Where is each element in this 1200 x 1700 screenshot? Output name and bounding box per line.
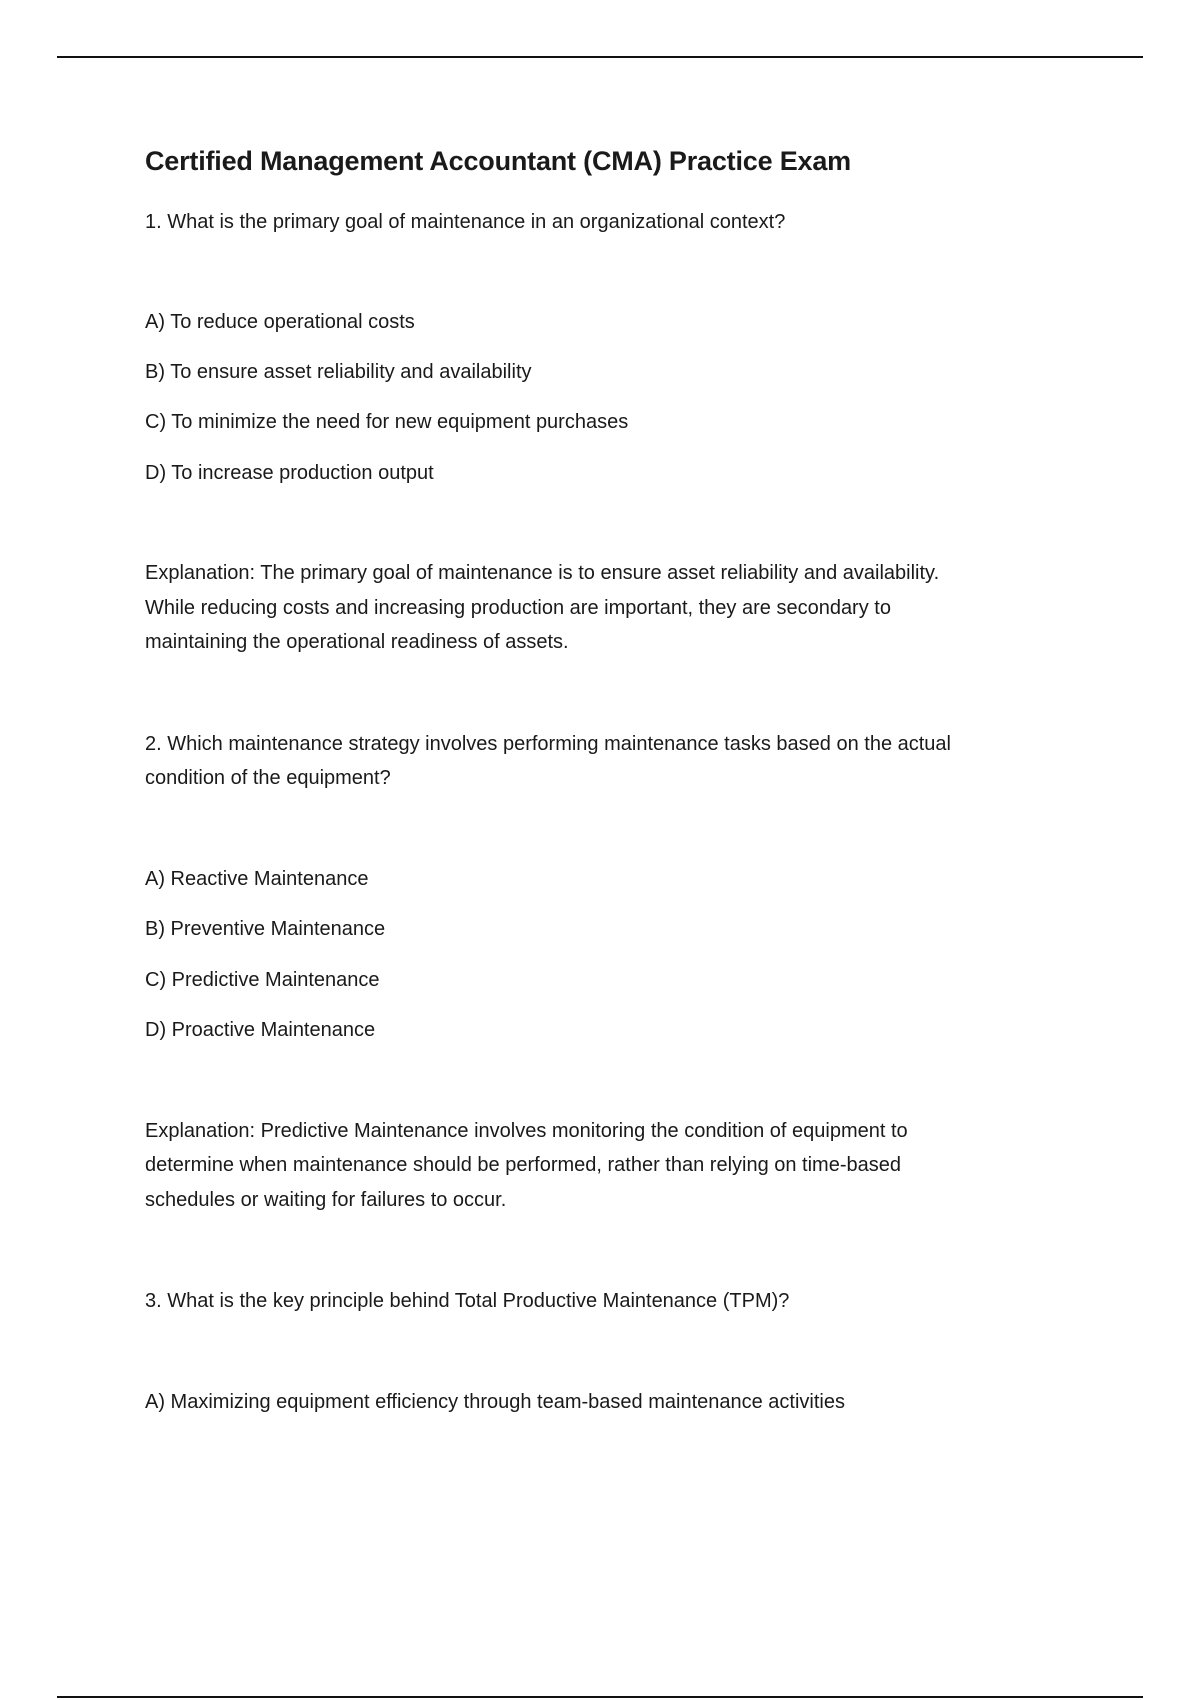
footer-rule [57, 1696, 1143, 1698]
question-1-option-b: B) To ensure asset reliability and availability [145, 361, 532, 383]
question-3-option-a: A) Maximizing equipment efficiency through team-based maintenance activities [145, 1391, 845, 1413]
question-2-explanation-line-2: determine when maintenance should be performed, rather than relying on time-based [145, 1154, 901, 1176]
question-2-option-a: A) Reactive Maintenance [145, 868, 369, 890]
question-1-option-c: C) To minimize the need for new equipment purchases [145, 411, 629, 433]
question-2-option-b: B) Preventive Maintenance [145, 918, 386, 940]
question-1-option-d: D) To increase production output [145, 462, 434, 484]
question-1-explanation-line-2: While reducing costs and increasing production are important, they are secondary to [145, 597, 891, 619]
question-2-explanation-line-1: Explanation: Predictive Maintenance involves monitoring the condition of equipment to [145, 1120, 908, 1142]
question-2-option-c: C) Predictive Maintenance [145, 969, 380, 991]
question-2-text-line-1: 2. Which maintenance strategy involves performing maintenance tasks based on the actual [145, 733, 951, 755]
question-1-option-a: A) To reduce operational costs [145, 311, 415, 333]
question-1-text: 1. What is the primary goal of maintenance in an organizational context? [145, 211, 786, 233]
question-1-explanation-line-3: maintaining the operational readiness of assets. [145, 631, 569, 653]
page-title: Certified Management Accountant (CMA) Practice Exam [145, 146, 851, 176]
question-3-text: 3. What is the key principle behind Total Productive Maintenance (TPM)? [145, 1290, 790, 1312]
header-rule [57, 56, 1143, 58]
question-2-text-line-2: condition of the equipment? [145, 767, 391, 789]
question-1-explanation-line-1: Explanation: The primary goal of maintenance is to ensure asset reliability and availability. [145, 562, 940, 584]
question-2-explanation-line-3: schedules or waiting for failures to occur. [145, 1189, 507, 1211]
question-2-option-d: D) Proactive Maintenance [145, 1019, 376, 1041]
